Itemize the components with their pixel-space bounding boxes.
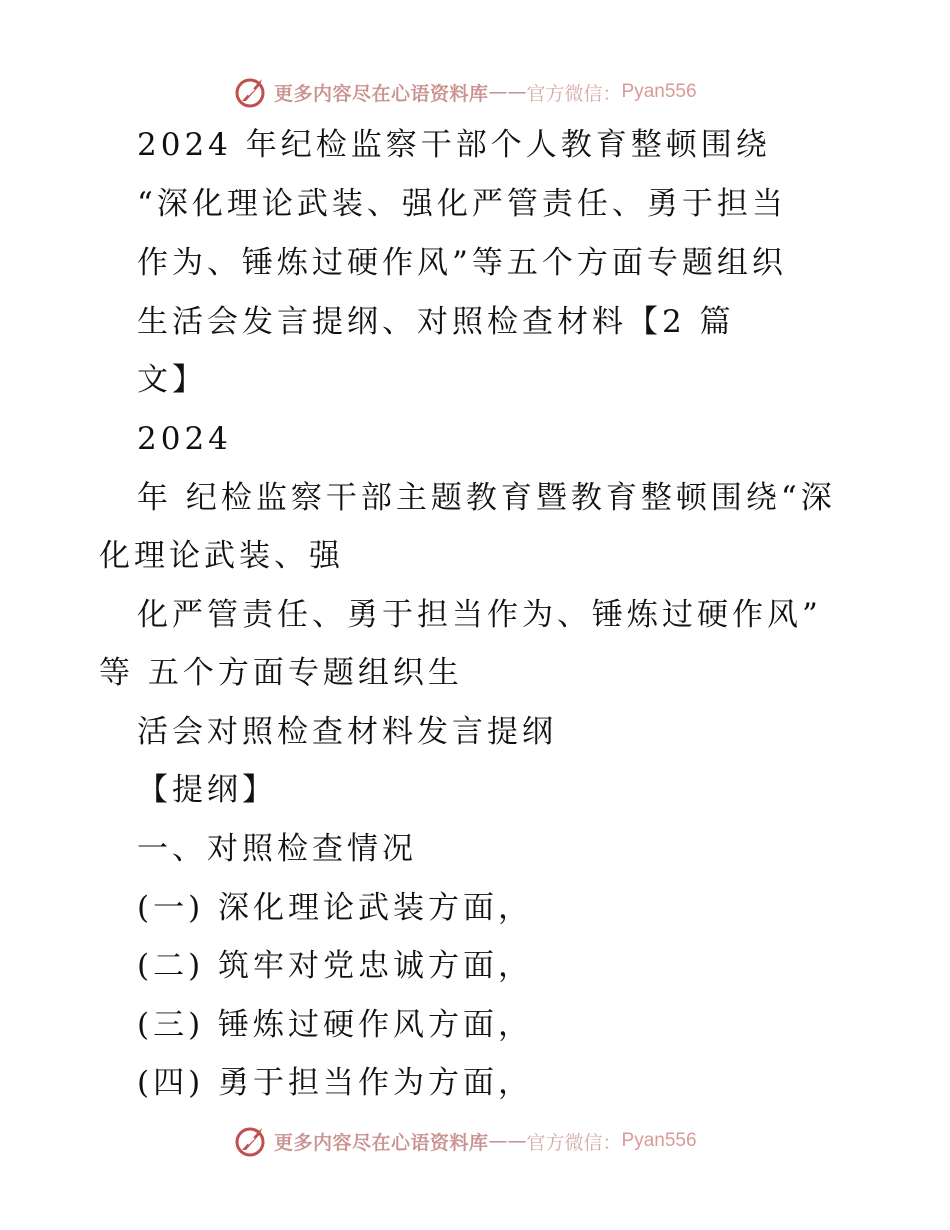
banner-dash: —— [488,81,527,103]
banner-main-text: 更多内容尽在心语资料库 [274,82,489,105]
title-line-3: 作为、锤炼过硬作风”等五个方面专题组织 [137,245,787,281]
title-line-4: 生活会发言提纲、对照检查材料【2 篇 [137,304,735,340]
title-line-2: “深化理论武装、强化严管责任、勇于担当 [137,186,787,222]
list-item-1: (一) 深化理论武装方面， [137,890,534,926]
title-line-1: 2024 年纪检监察干部个人教育整顿围绕 [137,127,771,163]
banner-sub-text: 官方微信： [526,1131,622,1154]
banner-sub-text: 官方微信： [526,82,622,105]
banner-wechat-id: Pyan556 [621,1130,697,1151]
banner-dash: —— [488,1130,527,1152]
section-heading-1: 一、对照检查情况 [137,831,417,867]
list-item-3: (三) 锤炼过硬作风方面， [137,1007,534,1043]
list-item-4: (四) 勇于担当作为方面， [137,1065,534,1101]
body-line-year: 2024 [137,421,232,457]
body-line-7: 年 纪检监察干部主题教育暨教育整顿围绕“深 [137,480,836,516]
quill-logo-icon [234,75,268,109]
body-line-9: 化严管责任、勇于担当作为、锤炼过硬作风” [137,597,822,633]
banner-wechat-id: Pyan556 [621,81,697,102]
banner-main-text: 更多内容尽在心语资料库 [274,1131,489,1154]
body-line-10: 等 五个方面专题组织生 [99,655,463,691]
list-item-2: (二) 筑牢对党忠诚方面， [137,948,534,984]
body-line-8: 化理论武装、强 [99,538,344,574]
title-line-5: 文】 [137,362,207,398]
footer-watermark-banner [234,1121,697,1161]
section-label-outline: 【提纲】 [137,772,277,808]
header-watermark-banner [234,72,697,112]
quill-logo-icon [234,1124,268,1158]
body-line-11: 活会对照检查材料发言提纲 [137,714,557,750]
